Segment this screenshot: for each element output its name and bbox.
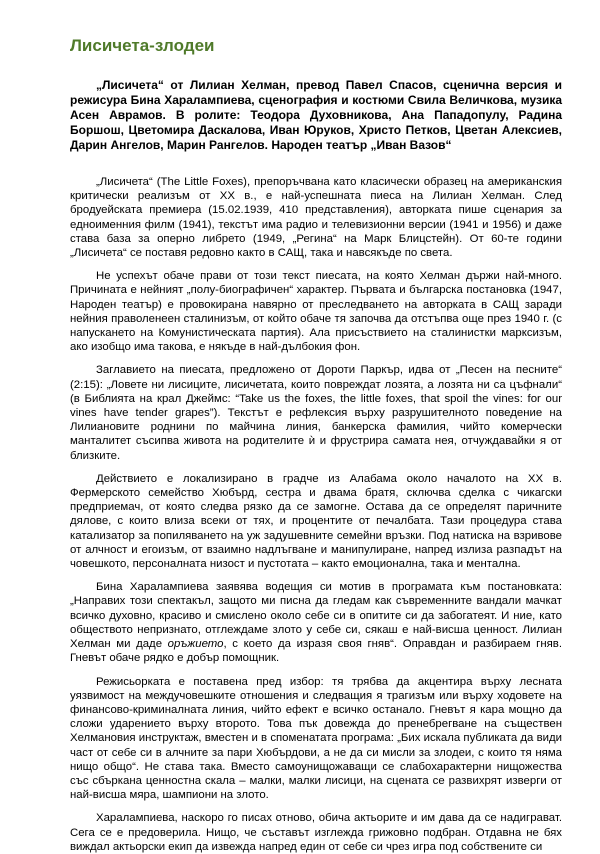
article-title: Лисичета-злодеи: [70, 36, 215, 55]
production-credits: „Лисичета“ от Лилиан Хелман, превод Павел Спасов, сценична версия и режисура Бина Харалампиева, сценография и костюми Свила Величкова, музика Асен Аврамов. В ролите: Теодора Духовникова, Ана Пападопулу, Радина Боршош, Цветомира Даскалова, Иван Юруков, Христо Петков, Цветан Алексиев, Дарин Ангелов, Марин Рангелов. Народен театър „Иван Вазов“: [70, 78, 562, 152]
article-paragraph-5: Бина Харалампиева заявява водещия си мотив в програмата към постановката: „Направих този спектакъл, защото ми писна да гледам как съвременните вандали мачкат всичко духовно, красиво и смислено около себе си в опитите си да забогатеят. И ние, като обществото непризнато, отглеждаме злото у себе си, сякаш е най-висша ценност. Лилиан Хелман ми даде оръжието, с което да изразя своя гняв“. Оправдан и разбираем гняв. Гневът обаче рядко е добър помощник.: [70, 581, 562, 665]
emphasized-word: оръжието: [167, 638, 224, 651]
article-paragraph-1: „Лисичета“ (The Little Foxes), препоръчвана като класически образец на американския критически реализъм от XX в., е най-успешната пиеса на Лилиан Хелман. След бродуейската премиера (15.02.1939, 410 представления), авторката пише сценария за едноименния филм (1941), текстът има радио и телевизионни версии (1941 и 1956) и даже става база за оперно либрето (1949, „Регина“ на Марк Блицстейн). От 60-те години „Лисичета“ се поставя редовно както в САЩ, така и навсякъде по света.: [70, 176, 562, 260]
article-paragraph-7: Харалампиева, наскоро го писах отново, обича актьорите и им дава да се надиграват. Сега се е предоверила. Нищо, че съставът изглежда грижовно подбран. Отдавна не бях виждал актьорски екип да извежда напред един от себе си чрез игра под собствените си: [70, 812, 562, 853]
article-paragraph-6: Режисьорката е поставена пред избор: тя трябва да акцентира върху лесната уязвимост на междучовешките отношения и следващия я трагизъм или върху ходовете на финансово-криминалната линия, чийто ефект е всичко останало. Гневът я кара мощно да сложи ударението върху второто. Това пък довежда до пренебрегване на съществен Хелмановия инструктаж, вместен и в споменатата програма: „Бих искала публиката да види част от себе си в алчните за пари Хюбърдови, а не да си мисли за злодеи, с които тя няма нищо общо“. Не става така. Вместо самоунищожаващи се слабохарактерни нищожества със сбъркана ценностна скала – малки, малки лисици, на сцената се развихрят изверги от най-висша мяра, шампиони на злото.: [70, 675, 562, 802]
article-paragraph-2: Не успехът обаче прави от този текст пиесата, на която Хелман държи най-много. Причината е нейният „полу-биографичен“ характер. Първата и българска постановка (1947, Народен театър) е провокирана навярно от преследването на авторката в САЩ заради нейния праволенеен сталинизъм, от който обаче тя започва да отстъпва още през 1940 г. (с напускането на Комунистическата партия). Ала присъствието на сталинистки марксизъм, ако изобщо има такова, е някъде в най-дълбокия фон.: [70, 270, 562, 354]
article-paragraph-4: Действието е локализирано в градче из Алабама около началото на XX в. Фермерското семейство Хюбърд, сестра и двама братя, сключва сделка с чикагски предприемач, от която следва рязко да се замогне. Остава да се определят паричните дялове, с които влиза всеки от тях, и процентите от печалбата. Тази процедура става катализатор за попиляването на уж задушевните семейни връзки. Под натиска на взривове от алчност и егоизъм, от взаимно надлъгване и манипулиране, напред излиза разпадът на човешкото, персоналната низост и пустотата – както емоционална, така и ментална.: [70, 472, 562, 571]
article-paragraph-3: Заглавието на пиесата, предложено от Дороти Паркър, идва от „Песен на песните“ (2:15): „Ловете ни лисиците, лисичетата, които повреждат лозята, а лозята ни са цъфнали“ (в Библията на крал Джеймс: “Take us the foxes, the little foxes, that spoil the vines: for our vines have tender grapes”). Текстът е рефлексия върху разрушителното поведение на Лилиановите роднини по майчина линия, банкерска фамилия, чийто комерчески манталитет съсипва живота на родителите ѝ и фрустрира самата нея, отчуждавайки я от близките.: [70, 364, 562, 462]
